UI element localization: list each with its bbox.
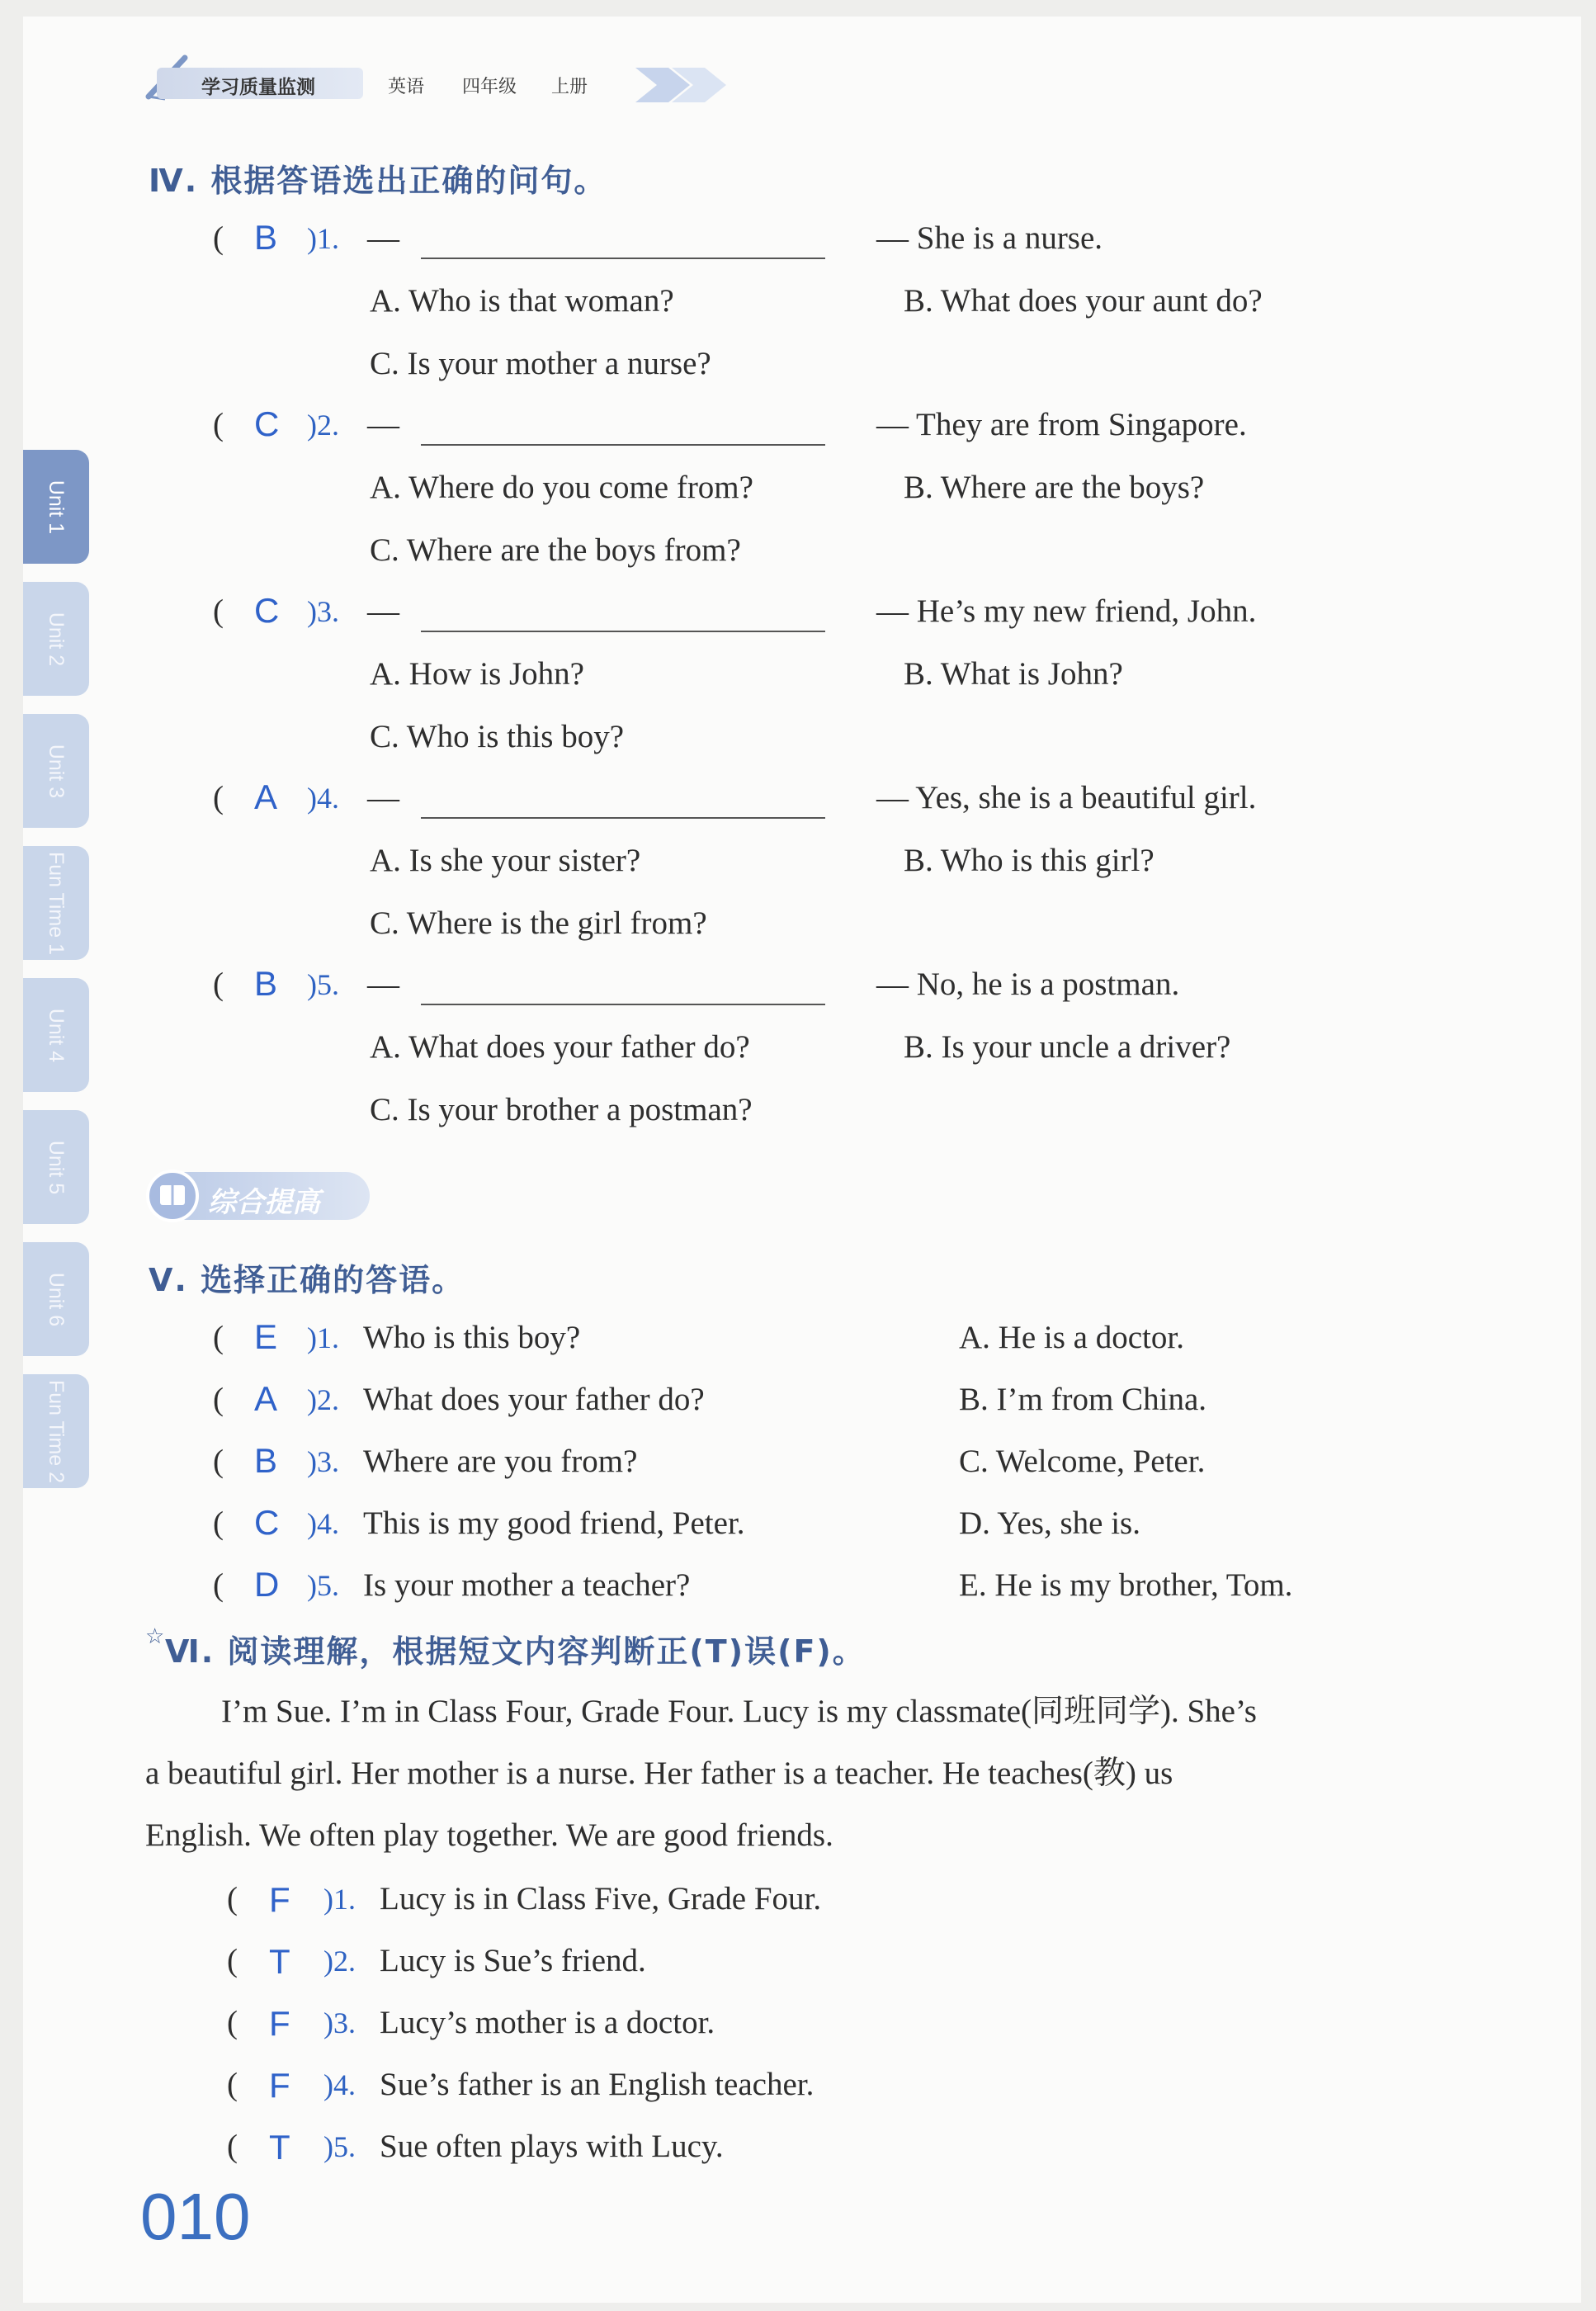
option-a: A. Who is that woman? [370,283,674,319]
paren-open: ( [213,780,224,815]
statement-text: Lucy is Sue’s friend. [380,1943,646,1978]
question-text: This is my good friend, Peter. [363,1505,745,1541]
question-number: )4. [307,1507,339,1540]
tab-unit-4[interactable]: Unit 4 [23,978,89,1092]
question-number: )5. [323,2130,356,2163]
question-number: )1. [307,1321,339,1354]
question-number: )1. [307,222,339,255]
header-title: 学习质量监测 [201,77,315,98]
question-number: )2. [323,1945,356,1978]
option-text: C. Welcome, Peter. [959,1444,1206,1479]
paren-open: ( [213,1567,224,1603]
answer: T [269,1942,290,1981]
option-text: B. I’m from China. [959,1382,1207,1417]
answer: T [269,2128,290,2167]
answer: C [254,1503,280,1542]
paren-open: ( [227,2129,238,2164]
header-subject: 英语 [388,77,425,97]
question-number: )3. [307,1445,339,1478]
tab-unit-6[interactable]: Unit 6 [23,1242,89,1356]
reply-text: — No, he is a postman. [876,966,1180,1002]
option-b: B. Who is this girl? [904,843,1155,878]
option-a: A. What does your father do? [370,1029,750,1065]
option-c: C. Where is the girl from? [370,905,707,941]
question-text: Is your mother a teacher? [363,1567,691,1603]
dash: — [367,593,399,629]
answer: F [269,2004,290,2043]
option-a: A. Where do you come from? [370,470,753,505]
double-chevron-icon [635,63,743,107]
tab-unit-5[interactable]: Unit 5 [23,1110,89,1224]
section-4-heading: Ⅳ. 根据答语选出正确的问句。 [149,163,607,199]
question-number: )4. [307,782,339,815]
paren-open: ( [213,1444,224,1479]
dash: — [367,966,399,1002]
option-b: B. Where are the boys? [904,470,1205,505]
reply-text: — She is a nurse. [876,220,1103,256]
dash: — [367,220,399,256]
answer: C [254,404,280,443]
option-text: D. Yes, she is. [959,1505,1140,1541]
question-number: )2. [307,1383,339,1416]
question-number: )1. [323,1883,356,1916]
section-6-heading: Ⅵ. 阅读理解，根据短文内容判断正(T)误(F)。 [165,1633,866,1670]
book-icon [145,1169,200,1223]
statement-text: Lucy is in Class Five, Grade Four. [380,1881,822,1916]
paren-open: ( [213,966,224,1002]
tab-fun-time-1[interactable]: Fun Time 1 [23,846,89,960]
reply-text: — He’s my new friend, John. [876,593,1257,629]
tab-unit-3[interactable]: Unit 3 [23,714,89,828]
option-c: C. Who is this boy? [370,719,625,754]
page [23,17,1581,2303]
tab-fun-time-2[interactable]: Fun Time 2 [23,1374,89,1488]
option-c: C. Where are the boys from? [370,532,741,568]
passage-line: I’m Sue. I’m in Class Four, Grade Four. Lucy is my classmate(同班同学). She’s [221,1694,1257,1729]
statement-text: Sue often plays with Lucy. [380,2129,724,2164]
question-number: )2. [307,409,339,442]
option-c: C. Is your mother a nurse? [370,346,711,381]
header-grade: 四年级 [462,77,517,97]
paren-open: ( [227,1943,238,1978]
header-volume: 上册 [551,77,588,97]
option-a: A. Is she your sister? [370,843,641,878]
option-c: C. Is your brother a postman? [370,1092,753,1127]
paren-open: ( [213,220,224,256]
question-number: )3. [307,595,339,628]
answer: F [269,2066,290,2105]
answer-blank [421,1004,825,1005]
answer: A [254,777,278,816]
paren-open: ( [213,1505,224,1541]
answer: A [254,1379,278,1418]
dash: — [367,407,399,442]
answer-blank [421,631,825,632]
reply-text: — They are from Singapore. [876,407,1247,442]
paren-open: ( [213,1320,224,1355]
question-number: )5. [307,968,339,1001]
reply-text: — Yes, she is a beautiful girl. [876,780,1257,815]
star-icon: ☆ [145,1624,165,1648]
tab-unit-1[interactable]: Unit 1 [23,450,89,564]
paren-open: ( [227,1881,238,1916]
statement-text: Sue’s father is an English teacher. [380,2067,815,2102]
question-text: Where are you from? [363,1444,638,1479]
option-b: B. What is John? [904,656,1123,692]
question-number: )4. [323,2068,356,2101]
option-b: B. Is your uncle a driver? [904,1029,1231,1065]
page-number: 010 [140,2180,251,2253]
tab-unit-2[interactable]: Unit 2 [23,582,89,696]
paren-open: ( [213,407,224,442]
answer: D [254,1565,280,1604]
option-a: A. How is John? [370,656,584,692]
answer: E [254,1317,278,1356]
paren-open: ( [227,2005,238,2040]
answer: F [269,1880,290,1919]
answer: B [254,964,278,1003]
answer: B [254,218,278,257]
option-text: E. He is my brother, Tom. [959,1567,1293,1603]
passage-line: English. We often play together. We are good friends. [145,1817,833,1853]
answer-blank [421,444,825,446]
question-text: Who is this boy? [363,1320,581,1355]
question-text: What does your father do? [363,1382,705,1417]
option-b: B. What does your aunt do? [904,283,1263,319]
paren-open: ( [213,593,224,629]
statement-text: Lucy’s mother is a doctor. [380,2005,715,2040]
paren-open: ( [227,2067,238,2102]
answer-blank [421,817,825,819]
badge-label: 综合提高 [208,1186,320,1219]
paren-open: ( [213,1382,224,1417]
section-5-heading: Ⅴ. 选择正确的答语。 [149,1262,465,1298]
passage-line: a beautiful girl. Her mother is a nurse. Her father is a teacher. He teaches(教) us [145,1756,1173,1791]
answer-blank [421,258,825,259]
option-text: A. He is a doctor. [959,1320,1184,1355]
question-number: )5. [307,1569,339,1602]
answer: C [254,591,280,630]
dash: — [367,780,399,815]
answer: B [254,1441,278,1480]
question-number: )3. [323,2006,356,2039]
